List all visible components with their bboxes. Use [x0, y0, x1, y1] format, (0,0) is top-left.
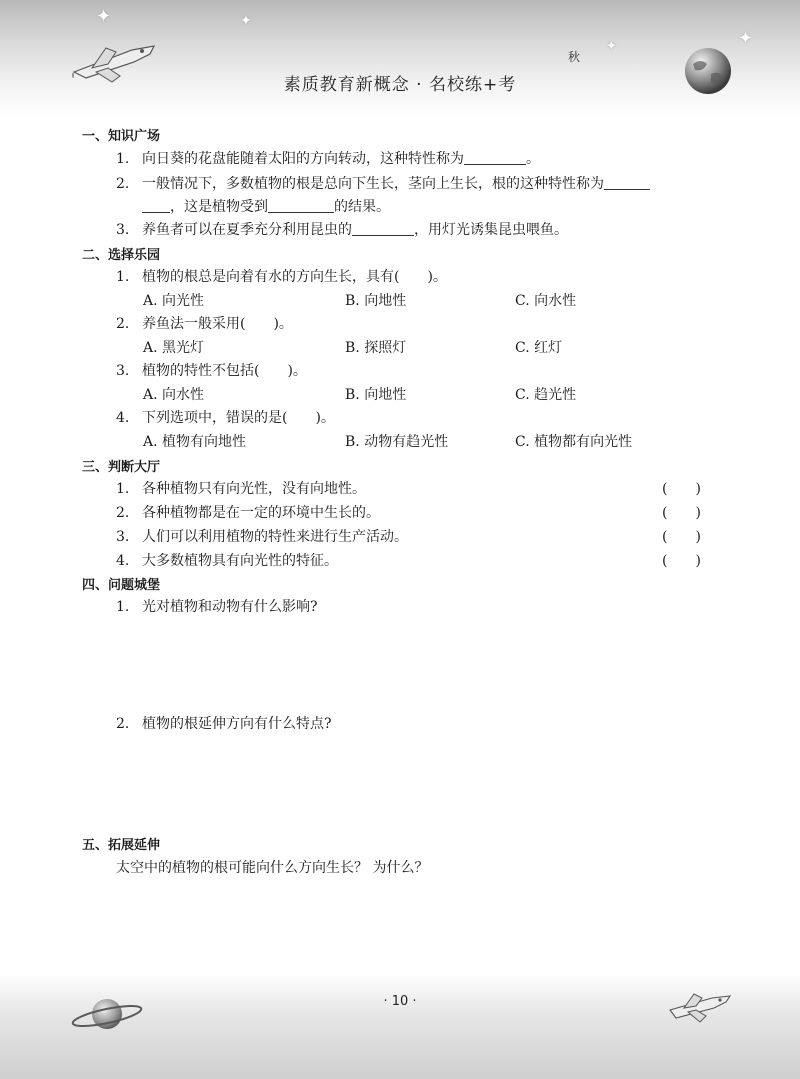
- question-text: 大多数植物具有向光性的特征。: [142, 553, 338, 569]
- judgement-item-2: [116, 502, 380, 522]
- choice-option-c[interactable]: C. 红灯: [515, 340, 563, 356]
- question-text: 植物的根延伸方向有什么特点?: [142, 716, 332, 732]
- open-question-2: [116, 713, 332, 733]
- question-text: 下列选项中，错误的是( )。: [142, 410, 335, 426]
- choice-option-b[interactable]: B. 向地性: [345, 387, 407, 403]
- question-number: 4.: [116, 553, 130, 569]
- question-number: 2.: [116, 316, 130, 332]
- question-text: 养鱼者可以在夏季充分利用昆虫的: [142, 222, 352, 238]
- choice-option-c[interactable]: C. 向水性: [515, 293, 577, 309]
- extension-question: 太空中的植物的根可能向什么方向生长？ 为什么？: [116, 860, 429, 876]
- fill-question-2-continued: [142, 196, 390, 216]
- answer-parentheses[interactable]: ( ): [662, 529, 701, 545]
- space-shuttle-icon: [668, 990, 734, 1026]
- section-title-knowledge: 一、知识广场: [82, 129, 161, 144]
- question-text: ，这是植物受到: [170, 199, 268, 215]
- question-number: 3.: [116, 222, 130, 238]
- question-text: 。: [526, 151, 540, 167]
- question-text: 养鱼法一般采用( )。: [142, 316, 293, 332]
- choice-option-a[interactable]: A. 向光性: [143, 293, 205, 309]
- section-title-judgement: 三、判断大厅: [82, 460, 161, 475]
- star-icon: ✦: [738, 28, 754, 49]
- question-number: 2.: [116, 176, 130, 192]
- answer-parentheses[interactable]: ( ): [662, 553, 701, 569]
- question-text: 植物的根总是向着有水的方向生长，具有( )。: [142, 269, 447, 285]
- answer-blank[interactable]: [464, 150, 526, 165]
- answer-parentheses[interactable]: ( ): [662, 481, 701, 497]
- question-number: 1.: [116, 151, 130, 167]
- question-text: ，用灯光诱集昆虫喂鱼。: [414, 222, 568, 238]
- answer-blank[interactable]: [604, 175, 650, 190]
- question-text: 各种植物都是在一定的环境中生长的。: [142, 505, 380, 521]
- choice-option-b[interactable]: B. 动物有趋光性: [345, 434, 449, 450]
- open-question-1: [116, 596, 318, 616]
- question-number: 3.: [116, 363, 130, 379]
- question-text: 人们可以利用植物的特性来进行生产活动。: [142, 529, 408, 545]
- star-icon: ✦: [606, 39, 617, 54]
- answer-area[interactable]: [116, 884, 716, 964]
- choice-question-1: [116, 266, 447, 286]
- page-header-title: 素质教育新概念 · 名校练+考: [283, 75, 517, 95]
- answer-blank[interactable]: [142, 198, 170, 213]
- question-text: 各种植物只有向光性，没有向地性。: [142, 481, 366, 497]
- question-text: 光对植物和动物有什么影响?: [142, 599, 318, 615]
- fill-question-2: [116, 173, 650, 193]
- section-title-questions: 四、问题城堡: [82, 578, 161, 593]
- star-icon: ✦: [96, 6, 112, 27]
- question-text: 植物的特性不包括( )。: [142, 363, 307, 379]
- fill-question-3: [116, 219, 568, 239]
- judgement-item-1: [116, 478, 366, 498]
- section-title-choice: 二、选择乐园: [82, 248, 161, 263]
- choice-option-c[interactable]: C. 趋光性: [515, 387, 577, 403]
- choice-option-c[interactable]: C. 植物都有向光性: [515, 434, 633, 450]
- question-number: 4.: [116, 410, 130, 426]
- choice-option-b[interactable]: B. 向地性: [345, 293, 407, 309]
- answer-parentheses[interactable]: ( ): [662, 505, 701, 521]
- season-label: 秋: [568, 50, 581, 64]
- question-text: 的结果。: [334, 199, 390, 215]
- fill-question-1: [116, 148, 540, 168]
- question-number: 1.: [116, 269, 130, 285]
- choice-question-3: [116, 360, 307, 380]
- judgement-item-3: [116, 526, 408, 546]
- choice-option-b[interactable]: B. 探照灯: [345, 340, 407, 356]
- choice-option-a[interactable]: A. 黑光灯: [143, 340, 205, 356]
- question-number: 1.: [116, 481, 130, 497]
- question-text: 一般情况下，多数植物的根是总向下生长，茎向上生长，根的这种特性称为: [142, 176, 604, 192]
- question-number: 1.: [116, 599, 130, 615]
- question-number: 2.: [116, 505, 130, 521]
- star-icon: ✦: [240, 13, 252, 29]
- choice-question-2: [116, 313, 293, 333]
- section-title-extension: 五、拓展延伸: [82, 838, 161, 853]
- page-number: · 10 ·: [383, 994, 417, 1009]
- question-text: 向日葵的花盘能随着太阳的方向转动，这种特性称为: [142, 151, 464, 167]
- choice-option-a[interactable]: A. 向水性: [143, 387, 205, 403]
- judgement-item-4: [116, 550, 338, 570]
- question-number: 2.: [116, 716, 130, 732]
- question-number: 3.: [116, 529, 130, 545]
- choice-question-4: [116, 407, 335, 427]
- answer-area[interactable]: [116, 622, 716, 708]
- answer-blank[interactable]: [352, 221, 414, 236]
- answer-area[interactable]: [116, 740, 716, 826]
- answer-blank[interactable]: [268, 198, 334, 213]
- choice-option-a[interactable]: A. 植物有向地性: [143, 434, 247, 450]
